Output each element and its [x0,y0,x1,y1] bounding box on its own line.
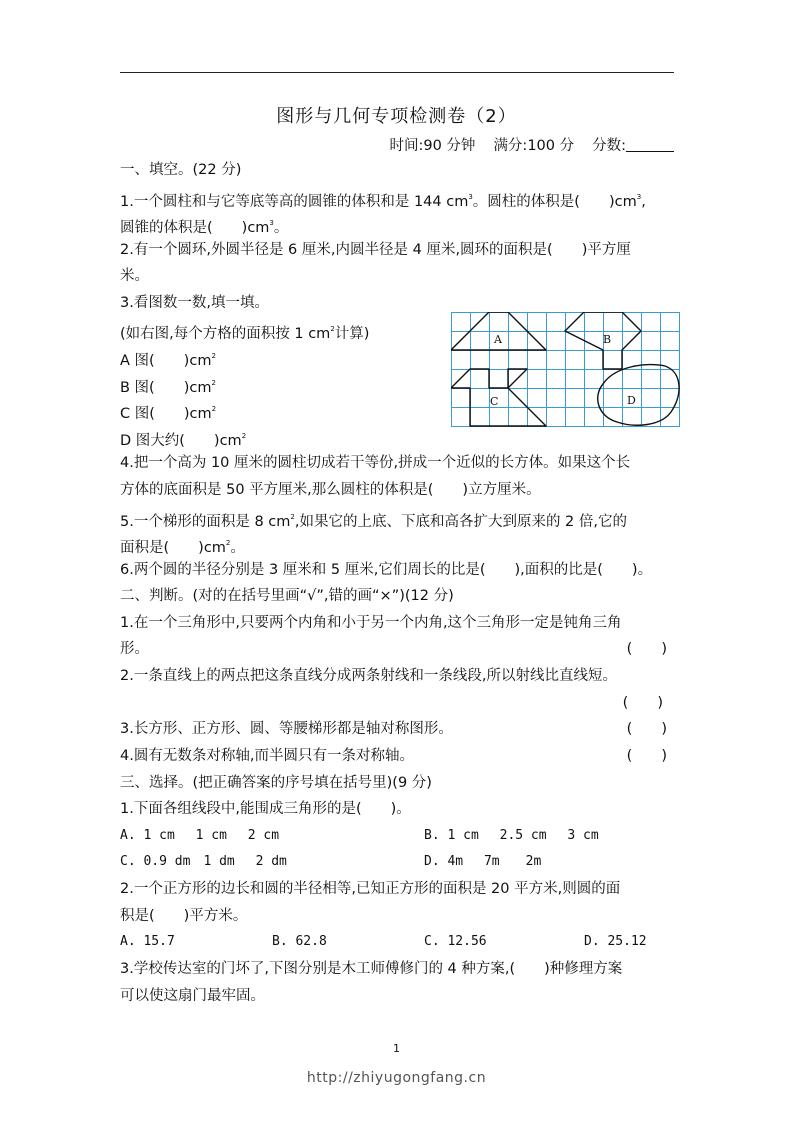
shape-d [598,365,679,426]
s2-q2-answer[interactable]: ( ) [622,695,663,711]
top-rule [120,72,674,73]
s1-q6: 6.两个圆的半径分别是 3 厘米和 5 厘米,它们周长的比是( ),面积的比是( )。 [120,562,653,578]
footer-url[interactable]: http://zhiyugongfang.cn [306,1070,487,1086]
s3-q3-line1: 3.学校传达室的门坏了,下图分别是木工师傅修门的 4 种方案,( )种修理方案 [120,961,623,977]
s1-q4-line1: 4.把一个高为 10 厘米的圆柱切成若干等份,拼成一个近似的长方体。如果这个长 [120,455,631,471]
s1-q5-line1: 5.一个梯形的面积是 8 $cm^2$,如果它的上底、下底和高各扩大到原来的 2 倍,它的 [120,513,628,530]
s2-q4: 4.圆有无数条对称轴,而半圆只有一条对称轴。 [120,748,414,764]
label-b: B [603,333,612,346]
s2-q4-answer[interactable]: ( ) [626,748,667,764]
score-label: 分数: [592,138,626,154]
s3-q1-option-c[interactable]: C. 0.9 dm 1 dm 2 dm [120,854,287,869]
s3-q1: 1.下面各组线段中,能围成三角形的是( )。 [120,801,411,817]
s2-q2: 2.一条直线上的两点把这条直线分成两条射线和一条线段,所以射线比直线短。 [120,668,617,684]
s1-q3-a: A 图( )$cm^2$ [120,352,216,369]
label-d: D [627,394,636,407]
score-blank[interactable] [626,136,674,152]
section1-heading: 一、填空。(22 分) [120,162,242,178]
s3-q2-option-b[interactable]: B. 62.8 [272,934,327,949]
s2-q1-answer[interactable]: ( ) [626,641,667,657]
s1-q3-b: B 图( )$cm^2$ [120,379,216,396]
page-number: 1 [393,1042,400,1055]
s1-q1-line2: 圆锥的体积是( )$cm^3$。 [120,219,289,236]
s1-q3-d: D 图大约( )$cm^2$ [120,432,247,449]
s3-q3-line2: 可以使这扇门最牢固。 [120,988,265,1004]
page-title: 图形与几何专项检测卷（2） [276,106,517,127]
s3-q2-line2: 积是( )平方米。 [120,908,248,924]
s3-q2-option-c[interactable]: C. 12.56 [424,934,487,949]
s3-q1-option-b[interactable]: B. 1 cm 2.5 cm 3 cm [424,828,599,843]
grid-figure [451,312,681,430]
s1-q5-line2: 面积是( )$cm^2$。 [120,539,245,556]
label-a: A [494,333,502,346]
label-c: C [490,395,499,408]
time-info: 时间:90 分钟 [389,138,476,154]
shape-c [451,369,546,426]
s1-q4-line2: 方体的底面积是 50 平方厘米,那么圆柱的体积是( )立方厘米。 [120,482,541,498]
s1-q2-line2: 米。 [120,268,149,284]
s3-q2-option-a[interactable]: A. 15.7 [120,934,175,949]
s3-q2-option-d[interactable]: D. 25.12 [584,934,647,949]
s1-q3-line1: 3.看图数一数,填一填。 [120,295,269,311]
s1-q3-line2: (如右图,每个方格的面积按 1 $cm^2$计算) [120,325,370,342]
s2-q1-line1: 1.在一个三角形中,只要两个内角和小于另一个内角,这个三角形一定是钝角三角 [120,615,622,631]
section3-heading: 三、选择。(把正确答案的序号填在括号里)(9 分) [120,775,432,791]
s3-q1-option-d[interactable]: D. 4m 7m 2m [424,854,542,869]
s2-q1-line2: 形。 [120,641,149,657]
s1-q2-line1: 2.有一个圆环,外圆半径是 6 厘米,内圆半径是 4 厘米,圆环的面积是( )平方厘 [120,242,631,258]
s2-q3: 3.长方形、正方形、圆、等腰梯形都是轴对称图形。 [120,721,453,737]
s2-q3-answer[interactable]: ( ) [626,721,667,737]
s3-q2-line1: 2.一个正方形的边长和圆的半径相等,已知正方形的面积是 20 平方米,则圆的面 [120,881,621,897]
exam-meta [371,134,674,155]
s3-q1-option-a[interactable]: A. 1 cm 1 cm 2 cm [120,828,280,843]
full-score-info: 满分:100 分 [493,138,575,154]
s1-q1-line1: 1.一个圆柱和与它等底等高的圆锥的体积和是 144 $cm^3$。圆柱的体积是( )$cm^3$, [120,193,646,210]
s1-q3-c: C 图( )$cm^2$ [120,405,217,422]
section2-heading: 二、判断。(对的在括号里画“√”,错的画“×”)(12 分) [120,588,454,604]
